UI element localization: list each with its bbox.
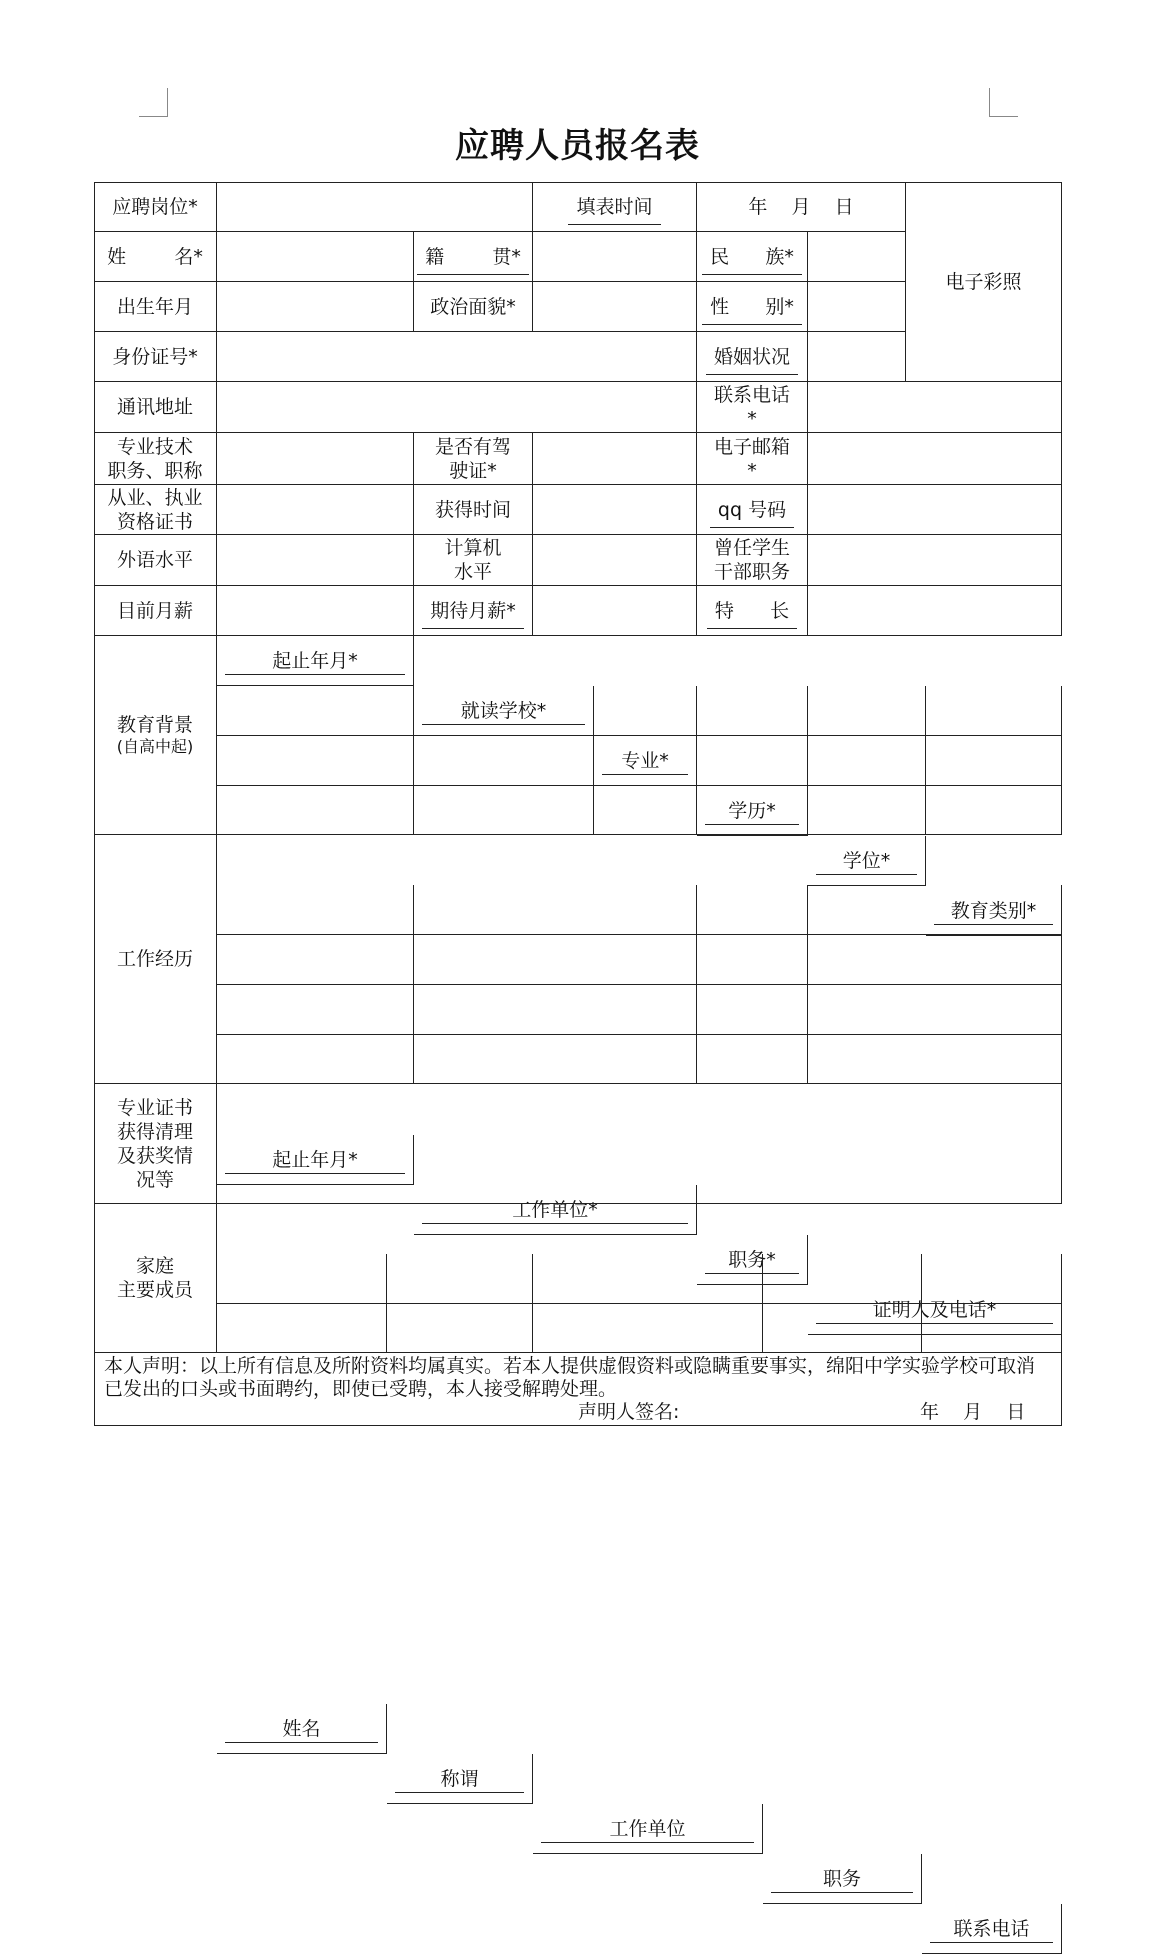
label-text: 特 长 bbox=[714, 599, 790, 622]
label-qq bbox=[697, 485, 808, 535]
label-text: 填表时间 bbox=[576, 195, 653, 218]
label-political bbox=[414, 282, 533, 332]
header-text: 学历* bbox=[728, 799, 776, 822]
input-marital[interactable] bbox=[808, 332, 906, 382]
input-birth[interactable] bbox=[217, 282, 414, 332]
input-position[interactable] bbox=[217, 182, 533, 232]
work-cell[interactable] bbox=[217, 885, 414, 935]
label-cadre bbox=[697, 535, 808, 586]
edu-header-period bbox=[217, 636, 414, 686]
label-text: 是否有驾 驶证* bbox=[434, 435, 511, 482]
work-cell[interactable] bbox=[697, 1035, 808, 1084]
label-text: 期待月薪* bbox=[430, 599, 516, 622]
edu-cell[interactable] bbox=[926, 786, 1062, 835]
header-text: 就读学校* bbox=[460, 699, 547, 722]
edu-cell[interactable] bbox=[926, 686, 1062, 736]
input-political[interactable] bbox=[533, 282, 697, 332]
page-title: 应聘人员报名表 bbox=[455, 126, 700, 166]
header-text: 工作单位 bbox=[609, 1817, 686, 1840]
declaration-block bbox=[94, 1353, 1062, 1426]
label-obtain-time bbox=[414, 485, 533, 535]
input-license[interactable] bbox=[533, 433, 697, 485]
family-cell[interactable] bbox=[763, 1304, 922, 1353]
label-birth bbox=[94, 282, 217, 332]
label-specialty bbox=[697, 586, 808, 636]
input-certificate[interactable] bbox=[217, 485, 414, 535]
edu-header-degree bbox=[808, 836, 926, 886]
input-email[interactable] bbox=[808, 433, 1062, 485]
photo-label: 电子彩照 bbox=[945, 270, 1022, 293]
input-cadre[interactable] bbox=[808, 535, 1062, 586]
edu-cell[interactable] bbox=[808, 736, 926, 786]
family-cell[interactable] bbox=[922, 1304, 1062, 1353]
edu-cell[interactable] bbox=[414, 736, 594, 786]
signature-date: 年 月 日 bbox=[920, 1401, 1026, 1423]
work-cell[interactable] bbox=[808, 885, 1062, 935]
label-text: 专业证书 获得清理 及获奖情 况等 bbox=[116, 1096, 193, 1191]
family-header-role bbox=[763, 1854, 922, 1904]
label-email bbox=[697, 433, 808, 485]
header-text: 学位* bbox=[842, 849, 891, 872]
label-name bbox=[94, 232, 217, 282]
label-subtext: (自高中起) bbox=[116, 737, 194, 756]
input-expected-salary[interactable] bbox=[533, 586, 697, 636]
label-text: 应聘岗位* bbox=[112, 195, 198, 218]
family-header-name bbox=[217, 1704, 387, 1754]
edu-cell[interactable] bbox=[594, 786, 697, 835]
label-text: 籍 贯* bbox=[425, 245, 521, 268]
family-cell[interactable] bbox=[763, 1254, 922, 1304]
label-education bbox=[94, 636, 217, 835]
family-cell[interactable] bbox=[387, 1304, 533, 1353]
work-cell[interactable] bbox=[217, 985, 414, 1035]
input-obtain-time[interactable] bbox=[533, 485, 697, 535]
label-text: 电子邮箱 * bbox=[713, 435, 790, 482]
edu-cell[interactable] bbox=[594, 736, 697, 786]
work-cell[interactable] bbox=[808, 935, 1062, 985]
family-header-relation bbox=[387, 1754, 533, 1804]
input-qq[interactable] bbox=[808, 485, 1062, 535]
input-address[interactable] bbox=[217, 382, 697, 433]
edu-cell[interactable] bbox=[594, 686, 697, 736]
edu-cell[interactable] bbox=[217, 736, 414, 786]
label-text: 身份证号* bbox=[112, 345, 198, 368]
declaration-text: 本人声明：以上所有信息及所附资料均属真实。若本人提供虚假资料或隐瞒重要事实，绵阳中学实验学校可取消已发出的口头或书面聘约，即使已受聘，本人接受解聘处理。 bbox=[104, 1355, 1036, 1400]
work-cell[interactable] bbox=[697, 885, 808, 935]
edu-cell[interactable] bbox=[697, 786, 808, 835]
input-awards[interactable] bbox=[217, 1084, 1062, 1204]
label-text: 工作经历 bbox=[116, 948, 193, 970]
label-family bbox=[94, 1204, 217, 1353]
label-gender bbox=[697, 282, 808, 332]
edu-cell[interactable] bbox=[926, 736, 1062, 786]
input-specialty[interactable] bbox=[808, 586, 1062, 636]
label-salary bbox=[94, 586, 217, 636]
input-language[interactable] bbox=[217, 535, 414, 586]
label-phone bbox=[697, 382, 808, 433]
label-native-place bbox=[414, 232, 533, 282]
family-header-phone bbox=[922, 1904, 1062, 1954]
label-computer bbox=[414, 535, 533, 586]
label-position bbox=[94, 182, 217, 232]
label-text: 获得时间 bbox=[434, 498, 511, 521]
header-text: 联系电话 bbox=[953, 1917, 1030, 1940]
work-cell[interactable] bbox=[414, 935, 697, 985]
edu-cell[interactable] bbox=[217, 686, 414, 736]
label-address bbox=[94, 382, 217, 433]
work-cell[interactable] bbox=[697, 985, 808, 1035]
edu-cell[interactable] bbox=[414, 686, 594, 736]
label-text: 民 族* bbox=[710, 245, 794, 268]
work-cell[interactable] bbox=[697, 935, 808, 985]
header-text: 姓名 bbox=[282, 1717, 321, 1740]
work-cell[interactable] bbox=[217, 1035, 414, 1084]
label-language bbox=[94, 535, 217, 586]
input-phone[interactable] bbox=[808, 382, 1062, 433]
work-cell[interactable] bbox=[808, 1035, 1062, 1084]
header-text: 称谓 bbox=[440, 1767, 479, 1790]
header-text: 起止年月* bbox=[272, 649, 358, 672]
input-computer[interactable] bbox=[533, 535, 697, 586]
label-expected-salary bbox=[414, 586, 533, 636]
label-text: 曾任学生 干部职务 bbox=[713, 537, 790, 583]
edu-cell[interactable] bbox=[414, 786, 594, 835]
edu-cell[interactable] bbox=[808, 786, 926, 835]
photo-box[interactable] bbox=[906, 182, 1062, 382]
label-text: 教育背景 bbox=[116, 714, 193, 736]
label-ethnicity bbox=[697, 232, 808, 282]
input-ethnicity[interactable] bbox=[808, 232, 906, 282]
label-text: 联系电话 * bbox=[713, 384, 790, 430]
work-cell[interactable] bbox=[414, 1035, 697, 1084]
signature-label: 声明人签名: bbox=[578, 1401, 680, 1423]
label-text: 出生年月 bbox=[116, 295, 193, 318]
label-certificate bbox=[94, 485, 217, 535]
crop-mark-top-right bbox=[989, 88, 1018, 117]
input-gender[interactable] bbox=[808, 282, 906, 332]
edu-cell[interactable] bbox=[697, 686, 808, 736]
family-cell[interactable] bbox=[217, 1254, 387, 1304]
input-name[interactable] bbox=[217, 232, 414, 282]
input-fill-date[interactable] bbox=[697, 182, 906, 232]
label-awards bbox=[94, 1084, 217, 1204]
label-work bbox=[94, 835, 217, 1084]
label-text: 家庭 主要成员 bbox=[116, 1255, 193, 1301]
family-cell[interactable] bbox=[922, 1254, 1062, 1304]
label-id-number bbox=[94, 332, 217, 382]
header-text: 教育类别* bbox=[950, 899, 1037, 922]
label-title-rank bbox=[94, 433, 217, 485]
work-cell[interactable] bbox=[217, 935, 414, 985]
label-text: 从业、执业 资格证书 bbox=[107, 486, 203, 533]
input-title-rank[interactable] bbox=[217, 433, 414, 485]
family-cell[interactable] bbox=[217, 1304, 387, 1353]
work-cell[interactable] bbox=[414, 885, 697, 935]
label-fill-time bbox=[533, 182, 697, 232]
header-text: 职务 bbox=[822, 1867, 861, 1890]
family-cell[interactable] bbox=[533, 1304, 763, 1353]
edu-cell[interactable] bbox=[217, 786, 414, 835]
header-text: 起止年月* bbox=[272, 1148, 358, 1171]
label-text: 姓 名* bbox=[107, 245, 203, 268]
input-salary[interactable] bbox=[217, 586, 414, 636]
label-text: 性 别* bbox=[710, 295, 794, 318]
edu-cell[interactable] bbox=[808, 686, 926, 736]
label-text: qq 号码 bbox=[717, 498, 787, 521]
family-cell[interactable] bbox=[533, 1254, 763, 1304]
label-marital bbox=[697, 332, 808, 382]
label-text: 通讯地址 bbox=[116, 396, 193, 418]
input-id-number[interactable] bbox=[217, 332, 697, 382]
family-header-employer bbox=[533, 1804, 763, 1854]
label-text: 计算机 水平 bbox=[444, 537, 502, 583]
edu-cell[interactable] bbox=[697, 736, 808, 786]
work-cell[interactable] bbox=[414, 985, 697, 1035]
date-blank: 年 月 日 bbox=[748, 195, 854, 218]
input-native-place[interactable] bbox=[533, 232, 697, 282]
label-text: 婚姻状况 bbox=[713, 345, 790, 368]
label-text: 目前月薪 bbox=[116, 599, 193, 622]
header-text: 工作单位* bbox=[512, 1198, 598, 1221]
label-text: 政治面貌* bbox=[430, 295, 516, 318]
crop-mark-top-left bbox=[139, 88, 168, 117]
label-text: 专业技术 职务、职称 bbox=[107, 435, 203, 482]
header-text: 证明人及电话* bbox=[872, 1298, 997, 1321]
header-text: 职务* bbox=[728, 1248, 776, 1271]
work-cell[interactable] bbox=[808, 985, 1062, 1035]
label-license bbox=[414, 433, 533, 485]
header-text: 专业* bbox=[621, 749, 669, 772]
label-text: 外语水平 bbox=[116, 549, 193, 571]
family-cell[interactable] bbox=[387, 1254, 533, 1304]
